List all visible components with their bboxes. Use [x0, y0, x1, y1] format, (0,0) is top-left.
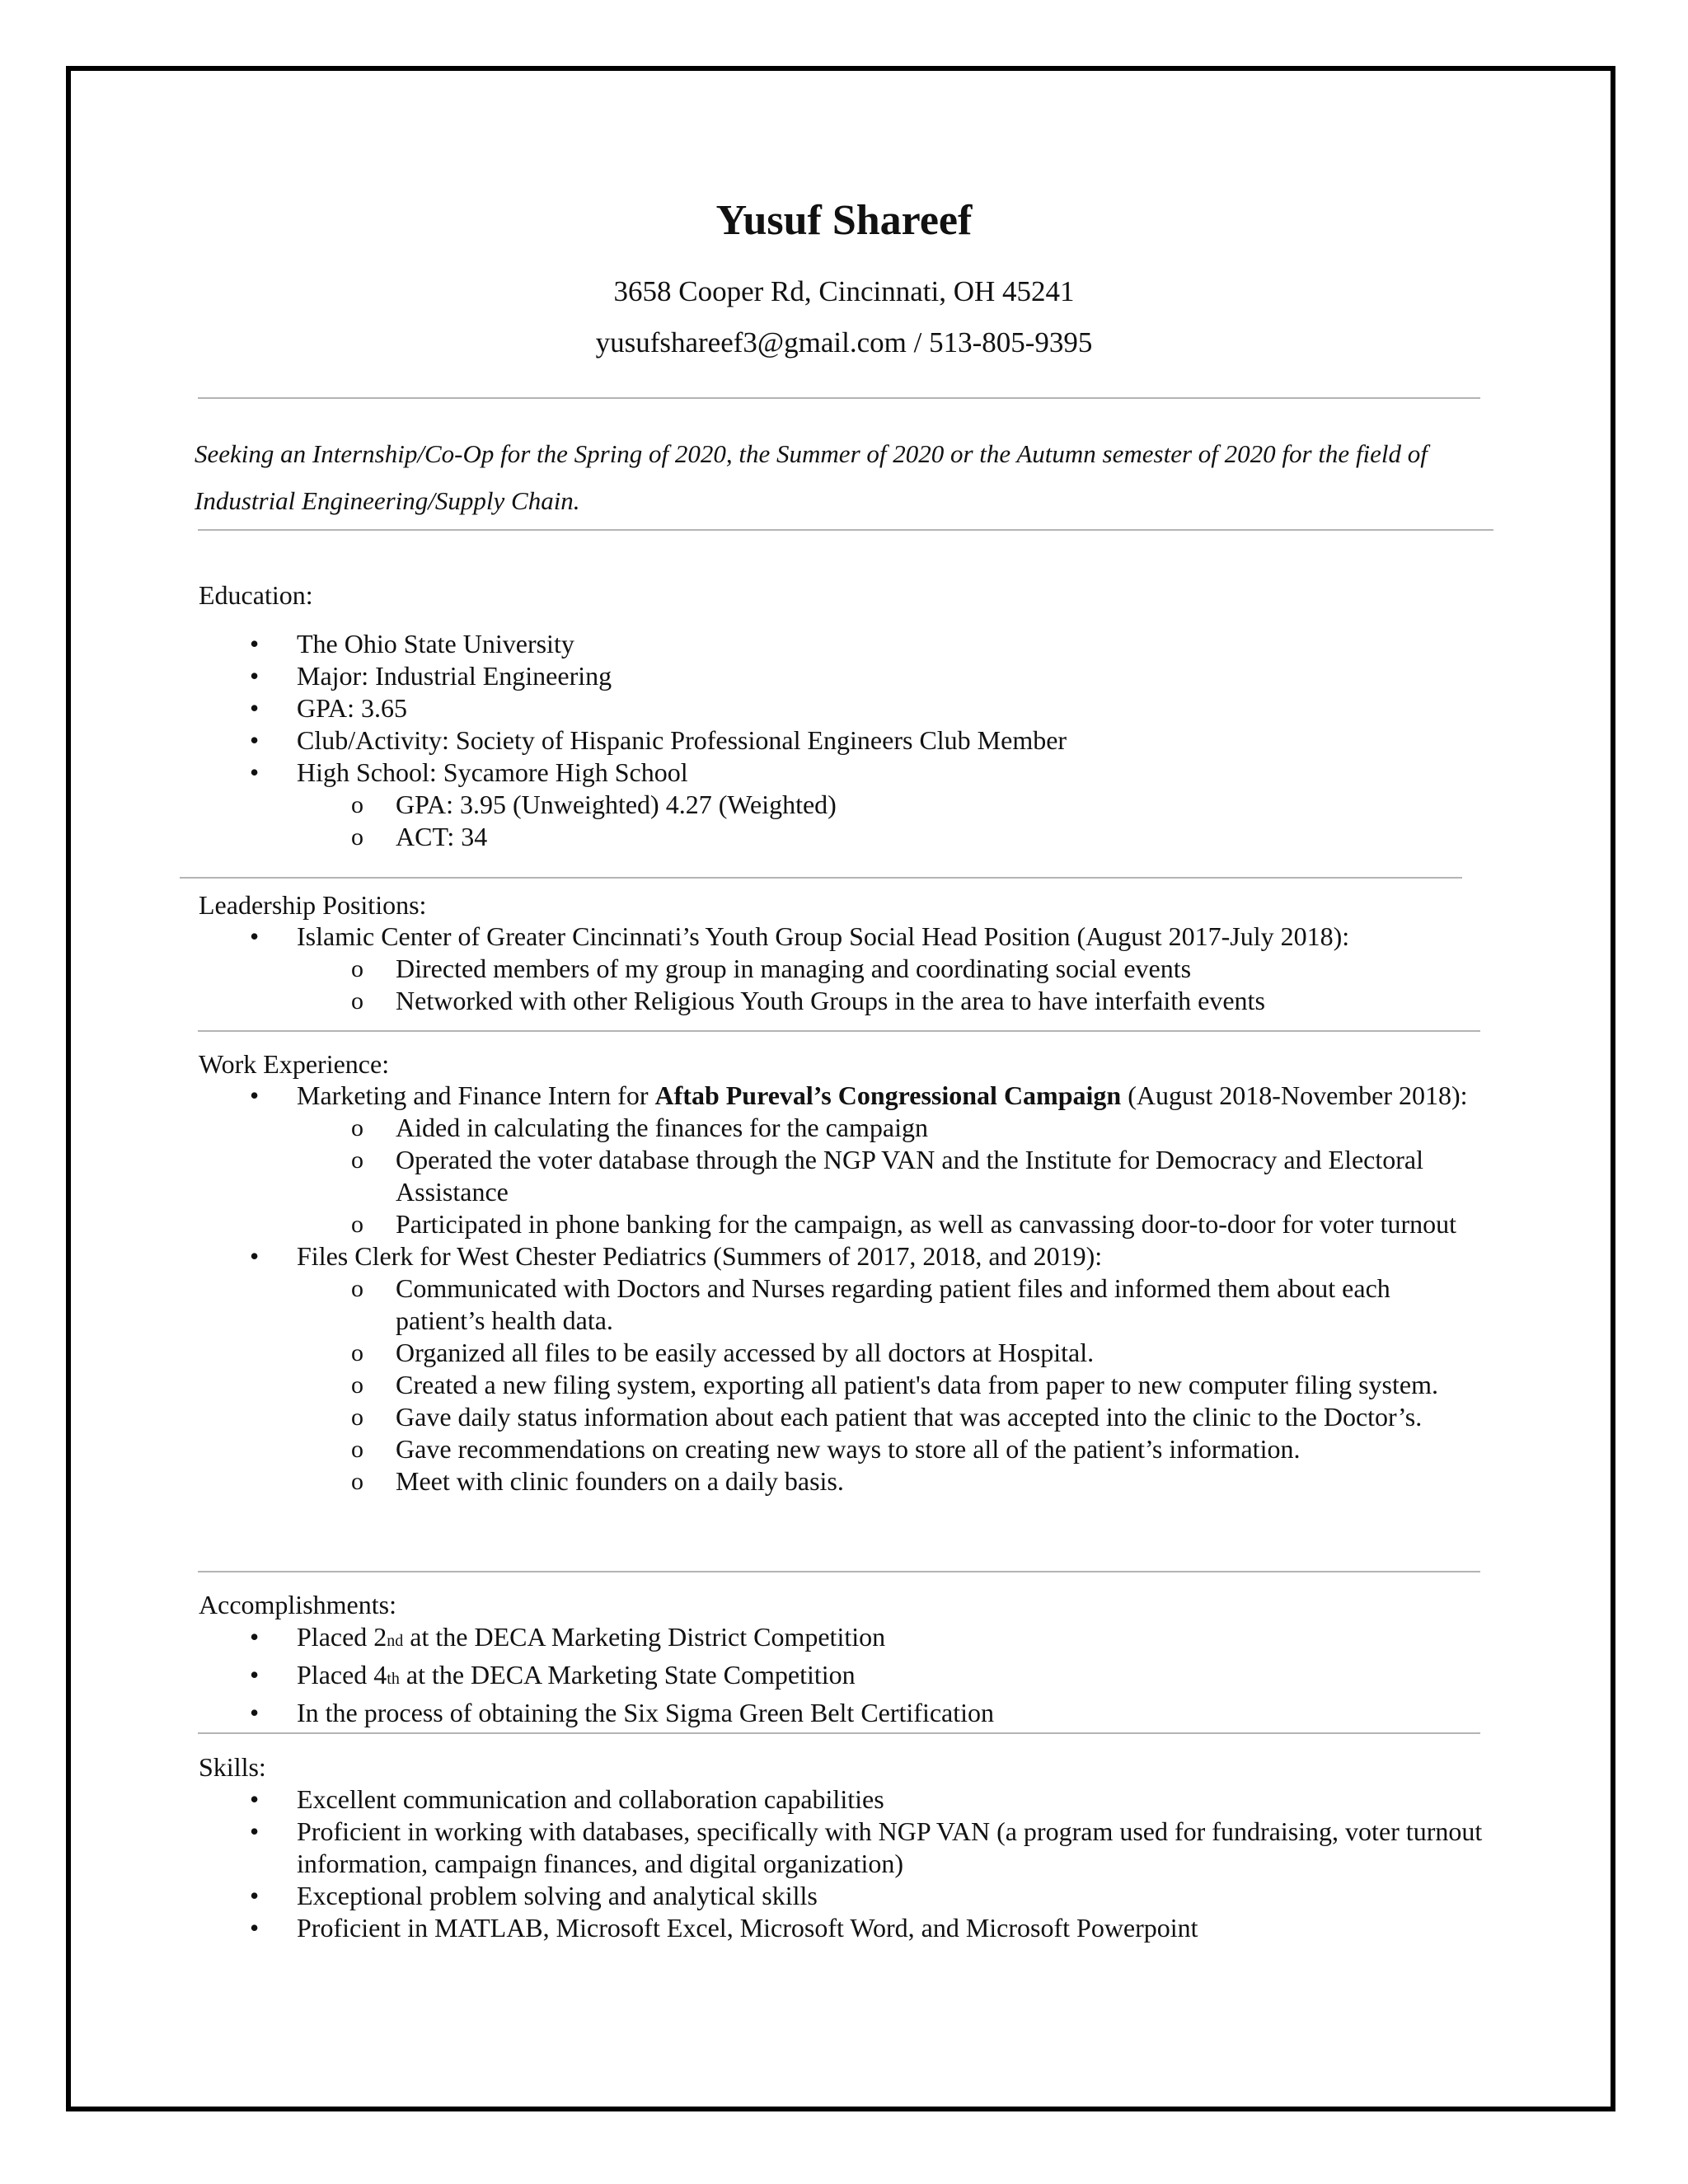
list-item: • The Ohio State University	[297, 628, 1484, 660]
job-title-prefix: Marketing and Finance Intern for	[297, 1080, 655, 1110]
sub-list-item: o Networked with other Religious Youth Groups in the area to have interfaith events	[396, 985, 1484, 1017]
job2-details	[297, 1272, 1484, 1497]
list-item-text: Islamic Center of Greater Cincinnati’s Youth Group Social Head Position (August 2017-July 2018):	[297, 921, 1350, 951]
section-heading-accomplishments: Accomplishments:	[199, 1590, 396, 1619]
list-item: • GPA: 3.65	[297, 692, 1484, 724]
section-heading-work: Work Experience:	[199, 1049, 390, 1079]
section-heading-education: Education:	[199, 580, 313, 610]
contact-line: yusufshareef3@gmail.com / 513-805-9395	[595, 326, 1093, 359]
divider	[198, 1732, 1480, 1734]
sub-list-item: o Participated in phone banking for the campaign, as well as canvassing door-to-door for voter turnout	[396, 1208, 1484, 1240]
accomplishment-text: Placed 4	[297, 1660, 387, 1690]
job1-details	[297, 1112, 1484, 1240]
list-item	[297, 1620, 1484, 1658]
list-item: • Exceptional problem solving and analytical skills	[297, 1880, 1484, 1912]
work-list	[297, 1080, 1484, 1497]
sub-list-item: o Gave recommendations on creating new ways to store all of the patient’s information.	[396, 1433, 1484, 1465]
list-item	[297, 1240, 1484, 1497]
sub-list-item: o Aided in calculating the finances for the campaign	[396, 1112, 1484, 1144]
list-item: • Major: Industrial Engineering	[297, 660, 1484, 692]
sub-list-item: o Organized all files to be easily accessed by all doctors at Hospital.	[396, 1337, 1484, 1369]
sub-list-item: o Directed members of my group in managing and coordinating social events	[396, 953, 1484, 985]
sub-list-item: o Meet with clinic founders on a daily basis.	[396, 1465, 1484, 1497]
list-item: • Excellent communication and collaboration capabilities	[297, 1783, 1484, 1816]
ordinal-suffix: nd	[387, 1632, 404, 1650]
list-item	[297, 921, 1484, 1017]
education-list	[297, 628, 1484, 853]
section-heading-skills: Skills:	[199, 1752, 266, 1782]
list-item	[297, 757, 1484, 853]
sub-list-item: o ACT: 34	[396, 821, 1484, 853]
accomplishment-text: Placed 2	[297, 1622, 387, 1652]
job-title-suffix: (August 2018-November 2018):	[1121, 1080, 1468, 1110]
divider	[180, 877, 1462, 879]
sub-list-item: o Created a new filing system, exporting all patient's data from paper to new computer filing system.	[396, 1369, 1484, 1401]
list-item: • In the process of obtaining the Six Sigma Green Belt Certification	[297, 1696, 1484, 1730]
candidate-name: Yusuf Shareef	[715, 197, 973, 244]
sub-list-item: o Operated the voter database through the NGP VAN and the Institute for Democracy and Electoral Assistance	[396, 1144, 1484, 1208]
leadership-details	[297, 953, 1484, 1017]
section-heading-leadership: Leadership Positions:	[199, 890, 427, 920]
accomplishment-text: at the DECA Marketing State Competition	[399, 1660, 856, 1690]
sub-list-item: o Communicated with Doctors and Nurses regarding patient files and informed them about each patient’s health data.	[396, 1272, 1484, 1337]
ordinal-suffix: th	[387, 1670, 400, 1688]
list-item	[297, 1658, 1484, 1696]
address-line: 3658 Cooper Rd, Cincinnati, OH 45241	[613, 275, 1075, 307]
high-school-details	[297, 789, 1484, 853]
job-organization: Aftab Pureval’s Congressional Campaign	[654, 1080, 1122, 1110]
list-item: • Club/Activity: Society of Hispanic Professional Engineers Club Member	[297, 724, 1484, 757]
divider	[198, 397, 1480, 399]
leadership-list	[297, 921, 1484, 1017]
divider	[198, 529, 1493, 531]
sub-list-item: o Gave daily status information about each patient that was accepted into the clinic to the Doctor’s.	[396, 1401, 1484, 1433]
list-item	[297, 1080, 1484, 1240]
divider	[198, 1571, 1480, 1572]
accomplishments-list	[297, 1620, 1484, 1730]
accomplishment-text: at the DECA Marketing District Competition	[403, 1622, 886, 1652]
list-item: • Proficient in working with databases, specifically with NGP VAN (a program used for fundraising, voter turnout information, campaign finances, and digital organization)	[297, 1816, 1484, 1880]
sub-list-item: o GPA: 3.95 (Unweighted) 4.27 (Weighted)	[396, 789, 1484, 821]
divider	[198, 1030, 1480, 1032]
objective-statement: Seeking an Internship/Co-Op for the Spring of 2020, the Summer of 2020 or the Autumn semester of 2020 for the field of Industrial Engineering/Supply Chain.	[195, 439, 1428, 515]
list-item-text: High School: Sycamore High School	[297, 757, 688, 787]
list-item-text: Files Clerk for West Chester Pediatrics (Summers of 2017, 2018, and 2019):	[297, 1241, 1103, 1271]
list-item: • Proficient in MATLAB, Microsoft Excel, Microsoft Word, and Microsoft Powerpoint	[297, 1912, 1484, 1944]
skills-list	[297, 1783, 1484, 1944]
